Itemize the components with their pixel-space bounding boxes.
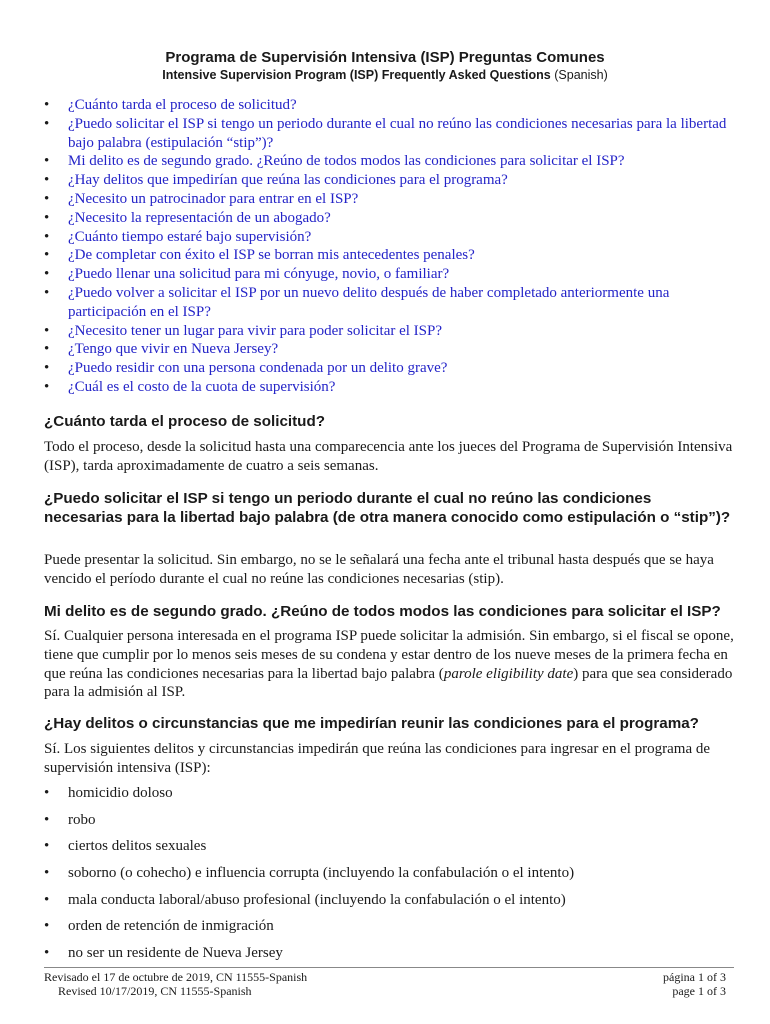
bullet-icon: • — [44, 228, 50, 245]
list-item — [44, 811, 734, 838]
bullet-icon: • — [44, 918, 50, 935]
toc-link[interactable]: ¿Necesito tener un lugar para vivir para poder solicitar el ISP? — [68, 322, 443, 339]
toc-item[interactable] — [44, 340, 734, 359]
bullet-icon: • — [44, 209, 50, 226]
bullet-icon: • — [44, 190, 50, 207]
toc-link[interactable]: ¿Puedo solicitar el ISP si tengo un periodo durante el cual no reúno las condiciones necesarias para la libertad bajo palabra (estipulación “stip”)? — [68, 115, 727, 151]
section-heading: ¿Cuánto tarda el proceso de solicitud? — [44, 413, 326, 430]
list-item-text: no ser un residente de Nueva Jersey — [68, 945, 283, 962]
section-heading: ¿Hay delitos o circunstancias que me impedirían reunir las condiciones para el programa? — [44, 715, 699, 732]
section-body: Todo el proceso, desde la solicitud hasta una comparecencia ante los jueces del Programa de Supervisión Intensiva (ISP), tarda aproximadamente de cuatro a seis semanas. — [44, 439, 733, 474]
toc-link[interactable]: ¿Hay delitos que impedirían que reúna las condiciones para el programa? — [68, 172, 508, 189]
bullet-icon: • — [44, 785, 50, 801]
bullet-icon: • — [44, 865, 50, 882]
body-text: ) para que sea considerado para la admisión al ISP. — [44, 665, 733, 701]
list-item — [44, 837, 734, 864]
toc-link[interactable]: ¿Tengo que vivir en Nueva Jersey? — [68, 341, 279, 358]
toc-item[interactable] — [44, 171, 734, 190]
section-heading: Mi delito es de segundo grado. ¿Reúno de todos modos las condiciones para solicitar el ISP? — [44, 603, 721, 620]
list-item-text: ciertos delitos sexuales — [68, 838, 207, 855]
body-text: Sí. Cualquier persona interesada en el programa ISP puede solicitar la admisión. Sin embargo, si el fiscal se opone, tiene que cumplir por lo menos seis meses de su condena y estar dentro de los nueve meses de la primera fecha en que reúna las condiciones necesarias para la libertad bajo palabra ( — [44, 628, 734, 682]
toc-link[interactable]: ¿Cuánto tarda el proceso de solicitud? — [68, 97, 297, 113]
bullet-icon: • — [44, 945, 50, 962]
toc-link[interactable]: ¿De completar con éxito el ISP se borran mis antecedentes penales? — [68, 247, 475, 264]
bullet-icon: • — [44, 172, 50, 189]
footer-divider — [44, 967, 734, 968]
bullet-icon: • — [44, 284, 50, 301]
list-item — [44, 891, 734, 918]
bullet-icon: • — [44, 97, 50, 113]
footer-revision — [44, 970, 307, 998]
bullet-icon: • — [44, 266, 50, 283]
list-item-text: orden de retención de inmigración — [68, 918, 274, 935]
toc-item[interactable] — [44, 228, 734, 247]
footer-page-number — [663, 970, 726, 998]
section-body: Puede presentar la solicitud. Sin embargo, no se le señalará una fecha ante el tribunal hasta después que se haya vencido el período durante el cual no reúne las condiciones necesarias (stip). — [44, 552, 714, 587]
section-heading: ¿Puedo solicitar el ISP si tengo un periodo durante el cual no reúno las condiciones necesarias para la libertad bajo palabra (de otra manera conocido como estipulación o “stip”)? — [44, 490, 731, 526]
list-item — [44, 784, 734, 811]
list-item — [44, 864, 734, 891]
list-item-text: robo — [68, 811, 96, 828]
toc-item[interactable] — [44, 246, 734, 265]
bullet-icon: • — [44, 811, 50, 828]
list-item-text: soborno (o cohecho) e influencia corrupta (incluyendo la confabulación o el intento) — [68, 865, 575, 882]
page-number-english: page 1 of 3 — [672, 984, 726, 998]
toc-item[interactable] — [44, 152, 734, 171]
toc-item[interactable] — [44, 265, 734, 284]
toc-item[interactable] — [44, 115, 734, 153]
toc-item[interactable] — [44, 322, 734, 341]
bullet-icon: • — [44, 153, 50, 170]
list-item-text: mala conducta laboral/abuso profesional (incluyendo la confabulación o el intento) — [68, 891, 566, 908]
bullet-icon: • — [44, 115, 50, 132]
question-index — [44, 96, 734, 397]
toc-item[interactable] — [44, 378, 734, 397]
revision-english: Revised 10/17/2019, CN 11555-Spanish — [58, 984, 252, 998]
toc-link[interactable]: ¿Cuál es el costo de la cuota de supervisión? — [68, 378, 336, 395]
subtitle-language: (Spanish) — [550, 68, 608, 82]
bullet-icon: • — [44, 322, 50, 339]
toc-item[interactable] — [44, 190, 734, 209]
page-number-spanish: página 1 of 3 — [663, 970, 726, 984]
subtitle-english: Intensive Supervision Program (ISP) Frequently Asked Questions — [162, 68, 551, 82]
toc-link[interactable]: ¿Necesito la representación de un abogado? — [68, 209, 331, 226]
revision-spanish: Revisado el 17 de octubre de 2019, CN 11555-Spanish — [44, 970, 308, 984]
toc-link[interactable]: ¿Puedo residir con una persona condenada por un delito grave? — [68, 360, 448, 377]
list-item — [44, 917, 734, 944]
toc-link[interactable]: ¿Puedo volver a solicitar el ISP por un nuevo delito después de haber completado anteriormente una participación en el ISP? — [68, 284, 670, 320]
section-body — [44, 627, 734, 702]
bullet-icon: • — [44, 838, 50, 855]
toc-item[interactable] — [44, 284, 734, 322]
section-body: Sí. Los siguientes delitos y circunstancias impedirán que reúna las condiciones para ingresar en el programa de supervisión intensiva (ISP): — [44, 741, 711, 776]
toc-link[interactable]: ¿Necesito un patrocinador para entrar en el ISP? — [68, 190, 359, 207]
bullet-icon: • — [44, 360, 50, 377]
list-item-text: homicidio doloso — [68, 785, 173, 801]
bullet-icon: • — [44, 341, 50, 358]
body-italic-term: parole eligibility date — [443, 665, 574, 682]
disqualifier-list — [44, 784, 734, 971]
toc-link[interactable]: Mi delito es de segundo grado. ¿Reúno de todos modos las condiciones para solicitar el ISP? — [68, 153, 625, 170]
bullet-icon: • — [44, 247, 50, 264]
bullet-icon: • — [44, 891, 50, 908]
page-subtitle — [0, 67, 770, 83]
page-title: Programa de Supervisión Intensiva (ISP) Preguntas Comunes — [165, 49, 605, 66]
toc-item[interactable] — [44, 96, 734, 115]
toc-link[interactable]: ¿Puedo llenar una solicitud para mi cónyuge, novio, o familiar? — [68, 266, 450, 283]
toc-link[interactable]: ¿Cuánto tiempo estaré bajo supervisión? — [68, 228, 312, 245]
toc-item[interactable] — [44, 359, 734, 378]
toc-item[interactable] — [44, 209, 734, 228]
bullet-icon: • — [44, 378, 50, 395]
